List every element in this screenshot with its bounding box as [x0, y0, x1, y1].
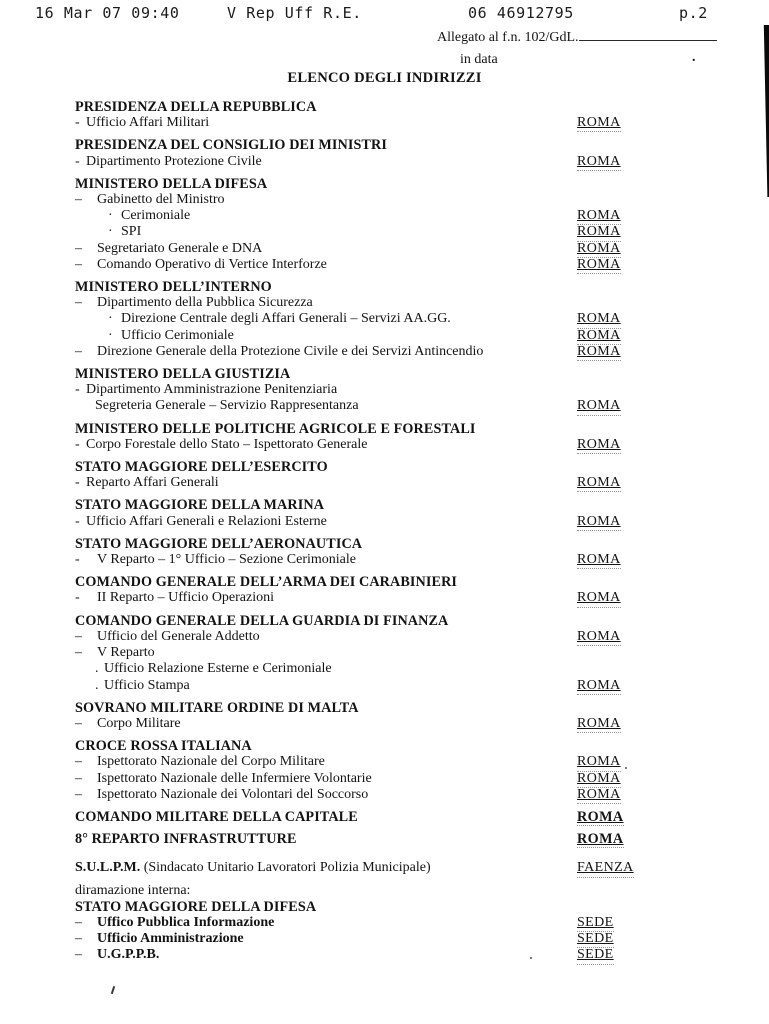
bullet-mark: – — [75, 754, 82, 770]
section — [75, 366, 715, 415]
location-label: ROMA — [577, 224, 621, 241]
section-heading — [75, 613, 715, 629]
location-label: ROMA — [577, 344, 621, 361]
fax-transmission-header — [0, 4, 769, 24]
entry-row — [75, 241, 715, 257]
entry-text: U.G.P.P.B. — [97, 947, 160, 963]
bullet-mark: - — [75, 382, 80, 398]
entry-row — [75, 311, 715, 327]
entry-row — [75, 931, 715, 947]
bullet-mark: - — [75, 115, 80, 131]
bullet-mark: · — [108, 208, 113, 224]
section — [75, 279, 715, 360]
bullet-mark: · — [108, 327, 113, 343]
entry-row — [75, 552, 715, 568]
entry-row — [75, 787, 715, 803]
location-label: ROMA — [577, 590, 621, 607]
bullet-mark: · — [108, 224, 113, 240]
entry-text: Ufficio Affari Generali e Relazioni Esterne — [86, 513, 327, 529]
entry-text: Corpo Forestale dello Stato – Ispettorato Generale — [86, 436, 368, 452]
bullet-mark: – — [75, 931, 82, 947]
section-heading — [75, 99, 715, 115]
section-heading-text: COMANDO GENERALE DELL’ARMA DEI CARABINIERI — [75, 574, 458, 591]
section-heading — [75, 700, 715, 716]
location-label: ROMA — [577, 678, 621, 695]
section-heading-text: STATO MAGGIORE DELLA DIFESA — [75, 898, 317, 915]
bullet-mark: – — [75, 343, 82, 359]
section-heading-text: STATO MAGGIORE DELLA MARINA — [75, 497, 325, 514]
section — [75, 421, 715, 453]
location-label: ROMA — [577, 552, 621, 569]
entry-text: Segretariato Generale e DNA — [97, 240, 263, 256]
entry-text: Uffico Pubblica Informazione — [97, 914, 275, 930]
entry-text: Direzione Centrale degli Affari Generali – Servizi AA.GG. — [121, 311, 451, 327]
section-heading — [75, 738, 715, 754]
entry-row — [75, 754, 715, 770]
entry-text: Corpo Militare — [97, 715, 181, 731]
bullet-mark: - — [75, 436, 80, 452]
entry-text: II Reparto – Ufficio Operazioni — [97, 590, 275, 606]
entry-text: Ufficio Affari Militari — [86, 115, 210, 131]
section-heading-text: STATO MAGGIORE DELL’AERONAUTICA — [75, 535, 363, 552]
section — [75, 536, 715, 568]
section — [75, 574, 715, 606]
entry-row — [75, 295, 715, 311]
location-label: SEDE — [577, 915, 614, 932]
entry-text: Ufficio Amministrazione — [97, 931, 244, 947]
section-heading — [75, 536, 715, 552]
entry-text: Ufficio Cerimoniale — [121, 327, 234, 343]
page-title: ELENCO DEGLI INDIRIZZI — [287, 70, 482, 86]
bullet-mark: – — [75, 914, 82, 930]
scan-artifact-mark — [111, 986, 115, 994]
entry-row — [75, 716, 715, 732]
entry-row — [75, 947, 715, 963]
in-data-label: in data — [460, 52, 498, 67]
allegato-label: Allegato al f.n. 102/GdL. — [437, 30, 579, 45]
blank-fill-line — [579, 28, 717, 41]
bullet-mark: – — [75, 192, 82, 208]
entry-text: Cerimoniale — [121, 208, 191, 224]
location-label: ROMA — [577, 398, 621, 415]
entry-text: Direzione Generale della Protezione Civile e dei Servizi Antincendio — [97, 343, 484, 359]
entry-row — [75, 328, 715, 344]
entry-text: Gabinetto del Ministro — [97, 192, 225, 208]
location-label: ROMA — [577, 771, 621, 788]
bullet-mark: – — [75, 628, 82, 644]
section — [75, 459, 715, 491]
section — [75, 809, 715, 825]
fax-number: 06 46912795 — [468, 4, 574, 22]
section-heading-text: PRESIDENZA DEL CONSIGLIO DEI MINISTRI — [75, 137, 387, 154]
entry-text: V Reparto — [97, 645, 155, 661]
section-heading-text: PRESIDENZA DELLA REPUBBLICA — [75, 99, 317, 115]
entry-row — [75, 115, 715, 131]
bullet-mark: - — [75, 513, 80, 529]
entry-text: V Reparto – 1° Ufficio – Sezione Cerimoniale — [97, 552, 356, 568]
bullet-mark: . — [95, 677, 99, 693]
location-label: ROMA — [577, 831, 624, 848]
fax-sender: V Rep Uff R.E. — [227, 4, 362, 22]
location-label: FAENZA — [577, 860, 634, 877]
location-label: ROMA — [577, 328, 621, 345]
location-label: ROMA — [577, 787, 621, 804]
bullet-mark: - — [75, 552, 80, 568]
bullet-mark: – — [75, 770, 82, 786]
stray-period: . — [692, 50, 696, 65]
location-label: SEDE — [577, 931, 614, 948]
location-label: ROMA — [577, 257, 621, 274]
location-label: ROMA — [577, 115, 621, 132]
bullet-mark: – — [75, 786, 82, 802]
entry-row — [75, 475, 715, 491]
section-heading — [75, 497, 715, 513]
bullet-mark: - — [75, 475, 80, 491]
section — [75, 613, 715, 694]
document-body — [75, 99, 715, 970]
entry-row — [75, 344, 715, 360]
section-heading-text: COMANDO MILITARE DELLA CAPITALE — [75, 808, 358, 825]
section-heading-text: CROCE ROSSA ITALIANA — [75, 738, 252, 755]
entry-row — [75, 645, 715, 661]
entry-row — [75, 154, 715, 170]
section-heading — [75, 809, 715, 825]
scan-artifact-dot — [530, 957, 532, 959]
fax-timestamp: 16 Mar 07 09:40 — [35, 4, 180, 22]
entry-text: Reparto Affari Generali — [86, 475, 219, 491]
section — [75, 99, 715, 131]
section-heading — [75, 176, 715, 192]
entry-row — [75, 382, 715, 398]
section-heading — [75, 421, 715, 437]
bullet-mark: – — [75, 240, 82, 256]
section-heading — [75, 899, 715, 915]
entry-row — [75, 257, 715, 273]
entry-row — [75, 514, 715, 530]
entry-row — [75, 678, 715, 694]
fax-page-number: p.2 — [679, 4, 708, 22]
location-label: ROMA — [577, 475, 621, 492]
bullet-mark: – — [75, 947, 82, 963]
section-heading-text: SOVRANO MILITARE ORDINE DI MALTA — [75, 699, 359, 716]
section — [75, 860, 715, 876]
entry-text: SPI — [121, 224, 142, 240]
bullet-mark: – — [75, 295, 82, 311]
section-heading — [75, 366, 715, 382]
section-heading-text: COMANDO GENERALE DELLA GUARDIA DI FINANZA — [75, 612, 449, 629]
section-note: diramazione interna: — [75, 882, 191, 898]
section-heading — [75, 279, 715, 295]
entry-text: Ufficio Relazione Esterne e Cerimoniale — [104, 661, 332, 677]
entry-text: Ispettorato Nazionale del Corpo Militare — [97, 754, 325, 770]
section — [75, 176, 715, 273]
section — [75, 883, 715, 964]
section — [75, 831, 715, 847]
section-heading-text: STATO MAGGIORE DELL’ESERCITO — [75, 459, 328, 476]
bullet-mark: – — [75, 715, 82, 731]
bullet-mark: · — [108, 311, 113, 327]
entry-text: S.U.L.P.M. (Sindacato Unitario Lavoratori Polizia Municipale) — [75, 860, 431, 876]
section-heading — [75, 831, 715, 847]
bullet-mark: – — [75, 645, 82, 661]
section — [75, 738, 715, 803]
entry-text: Dipartimento Protezione Civile — [86, 153, 262, 169]
scan-artifact-dot — [625, 767, 627, 769]
entry-row — [75, 437, 715, 453]
entry-row — [75, 860, 715, 876]
entry-row — [75, 661, 715, 677]
location-label: ROMA — [577, 154, 621, 171]
entry-text: Segreteria Generale – Servizio Rappresentanza — [95, 398, 359, 414]
location-label: ROMA — [577, 437, 621, 454]
section-heading-text: 8° REPARTO INFRASTRUTTURE — [75, 831, 297, 848]
bullet-mark: . — [95, 661, 99, 677]
entry-text: Ufficio Stampa — [104, 677, 190, 693]
location-label: ROMA — [577, 808, 624, 825]
location-label: ROMA — [577, 241, 621, 258]
section-heading-text: MINISTERO DELLE POLITICHE AGRICOLE E FORESTALI — [75, 420, 476, 437]
entry-row — [75, 590, 715, 606]
section — [75, 137, 715, 169]
entry-text: Ufficio del Generale Addetto — [97, 628, 260, 644]
entry-text: Ispettorato Nazionale delle Infermiere Volontarie — [97, 770, 372, 786]
section — [75, 700, 715, 732]
bullet-mark: - — [75, 153, 80, 169]
entry-row — [75, 629, 715, 645]
location-label: ROMA — [577, 716, 621, 733]
entry-row — [75, 224, 715, 240]
allegato-line — [437, 28, 717, 46]
location-label: SEDE — [577, 947, 614, 964]
bullet-mark: – — [75, 256, 82, 272]
section-heading — [75, 137, 715, 153]
bullet-mark: - — [75, 590, 80, 606]
section-heading — [75, 574, 715, 590]
entry-row — [75, 398, 715, 414]
section-heading — [75, 459, 715, 475]
location-label: ROMA — [577, 754, 621, 771]
section-heading-text: MINISTERO DELLA DIFESA — [75, 175, 268, 192]
entry-row — [75, 771, 715, 787]
section-heading-text: MINISTERO DELLA GIUSTIZIA — [75, 366, 291, 383]
location-label: ROMA — [577, 514, 621, 531]
entry-text: Dipartimento Amministrazione Penitenziaria — [86, 382, 338, 398]
section-heading-text: MINISTERO DELL’INTERNO — [75, 279, 272, 296]
entry-text: Comando Operativo di Vertice Interforze — [97, 256, 327, 272]
section — [75, 497, 715, 529]
entry-row — [75, 915, 715, 931]
scan-artifact-bar — [761, 25, 769, 197]
location-label: ROMA — [577, 629, 621, 646]
entry-row — [75, 208, 715, 224]
entry-text: Ispettorato Nazionale dei Volontari del Soccorso — [97, 786, 369, 802]
entry-row — [75, 192, 715, 208]
location-label: ROMA — [577, 311, 621, 328]
location-label: ROMA — [577, 208, 621, 225]
entry-text: Dipartimento della Pubblica Sicurezza — [97, 295, 313, 311]
